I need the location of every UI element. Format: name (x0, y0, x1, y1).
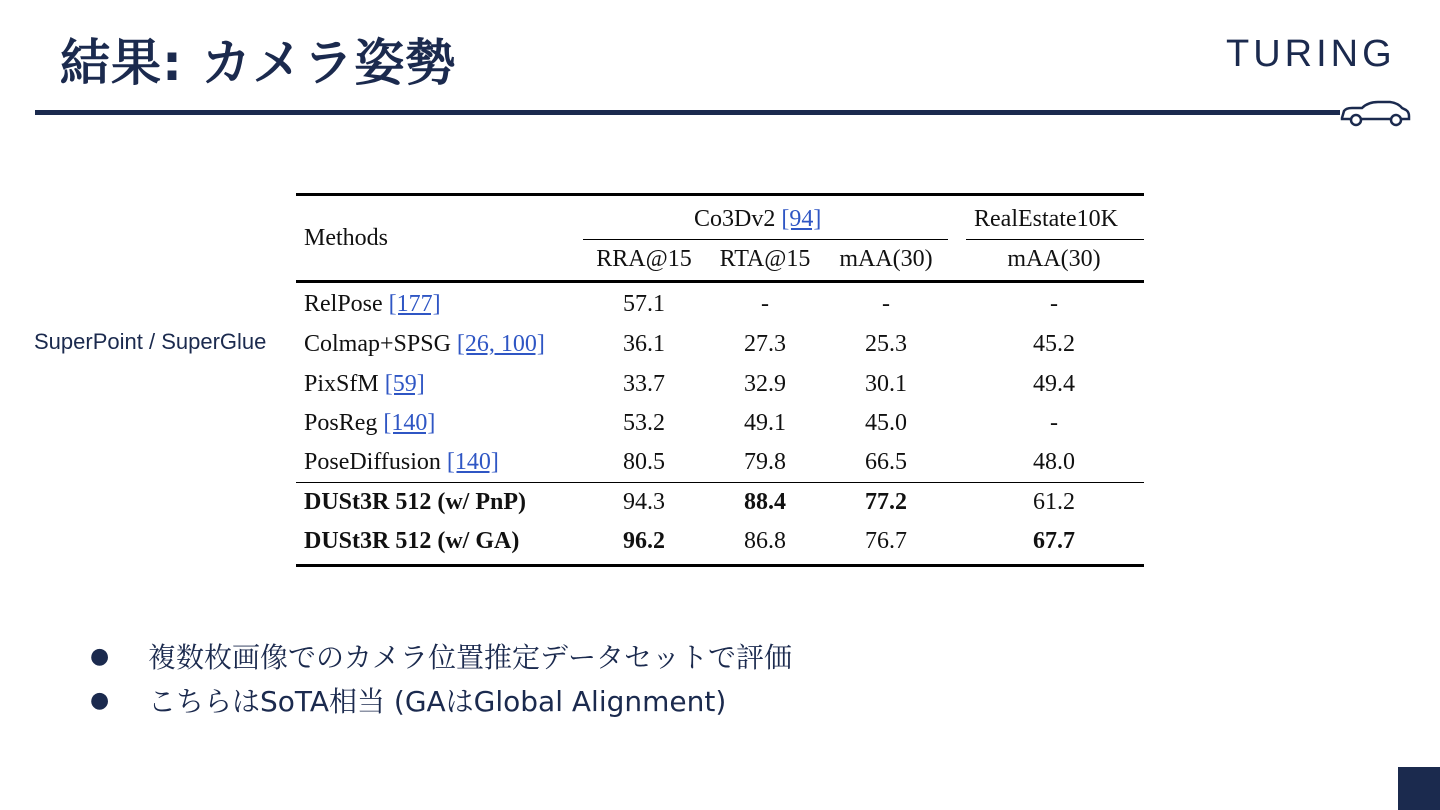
method-name: Colmap+SPSG (304, 331, 451, 357)
bullet-icon: ● (90, 643, 110, 669)
method-cell (304, 488, 526, 516)
method-name: RelPose (304, 291, 383, 317)
realestate-underline (966, 239, 1144, 240)
value-cell: 45.0 (865, 410, 907, 436)
car-icon (1338, 98, 1412, 128)
method-cell (304, 448, 499, 476)
value-cell: 36.1 (623, 331, 665, 357)
method-name: PoseDiffusion (304, 449, 441, 475)
corner-block (1398, 767, 1440, 810)
method-cell (304, 370, 425, 398)
value-cell: 48.0 (1033, 449, 1075, 475)
method-citation-link[interactable]: [177] (388, 291, 441, 317)
method-citation-link[interactable]: [59] (384, 371, 425, 397)
method-name: DUSt3R 512 (w/ PnP) (304, 489, 526, 515)
side-note: SuperPoint / SuperGlue (34, 329, 267, 354)
bullet-text: 複数枚画像でのカメラ位置推定データセットで評価 (148, 641, 793, 674)
table-top-rule (296, 193, 1144, 196)
value-cell: 67.7 (1033, 528, 1075, 554)
header-bottom-rule (296, 280, 1144, 283)
value-cell: 27.3 (744, 331, 786, 357)
method-citation-link[interactable]: [140] (446, 449, 499, 475)
value-cell: - (1050, 291, 1058, 317)
method-cell (304, 527, 519, 555)
method-cell (304, 290, 441, 318)
header-co3dv2 (694, 205, 821, 233)
method-name: DUSt3R 512 (w/ GA) (304, 528, 520, 554)
value-cell: 94.3 (623, 489, 665, 515)
value-cell: 25.3 (865, 331, 907, 357)
header-col-maa: mAA(30) (839, 246, 933, 272)
table-bottom-rule (296, 564, 1144, 567)
turing-logo (1226, 30, 1408, 74)
value-cell: 79.8 (744, 449, 786, 475)
value-cell: - (761, 291, 769, 317)
value-cell: 45.2 (1033, 331, 1075, 357)
method-name: PixSfM (304, 371, 379, 397)
value-cell: 49.4 (1033, 371, 1075, 397)
value-cell: 30.1 (865, 371, 907, 397)
value-cell: 77.2 (865, 489, 907, 515)
value-cell: 76.7 (865, 528, 907, 554)
co3d-underline (583, 239, 948, 240)
dust3r-separator (296, 482, 1144, 483)
value-cell: 96.2 (623, 528, 665, 554)
value-cell: 61.2 (1033, 489, 1075, 515)
value-cell: 32.9 (744, 371, 786, 397)
header-col-rra: RRA@15 (596, 246, 692, 272)
bullet-text: こちらはSoTA相当 (GAはGlobal Alignment) (148, 685, 727, 718)
logo-text: TURING (1226, 33, 1396, 74)
value-cell: 86.8 (744, 528, 786, 554)
method-cell (304, 409, 435, 437)
bullet-icon: ● (90, 687, 110, 713)
method-name: PosReg (304, 410, 378, 436)
bullet-list (90, 634, 792, 722)
value-cell: - (882, 291, 890, 317)
value-cell: 49.1 (744, 410, 786, 436)
method-citation-link[interactable]: [26, 100] (456, 331, 545, 357)
header-col-rta: RTA@15 (719, 246, 811, 272)
value-cell: 88.4 (744, 489, 786, 515)
header-realestate: RealEstate10K (974, 206, 1118, 232)
method-citation-link[interactable]: [140] (383, 410, 436, 436)
value-cell: 57.1 (623, 291, 665, 317)
value-cell: 33.7 (623, 371, 665, 397)
value-cell: 80.5 (623, 449, 665, 475)
value-cell: - (1050, 410, 1058, 436)
method-cell (304, 330, 545, 358)
value-cell: 53.2 (623, 410, 665, 436)
header-co3dv2-ref[interactable]: [94] (781, 206, 822, 232)
header-co3dv2-label: Co3Dv2 (694, 206, 776, 232)
page-title: 結果: カメラ姿勢 (60, 34, 457, 92)
header-methods: Methods (304, 225, 388, 251)
list-item (90, 678, 792, 722)
title-divider (35, 110, 1340, 115)
value-cell: 66.5 (865, 449, 907, 475)
results-table (296, 186, 1144, 570)
list-item (90, 634, 792, 678)
header-col-maa-re: mAA(30) (1007, 246, 1101, 272)
